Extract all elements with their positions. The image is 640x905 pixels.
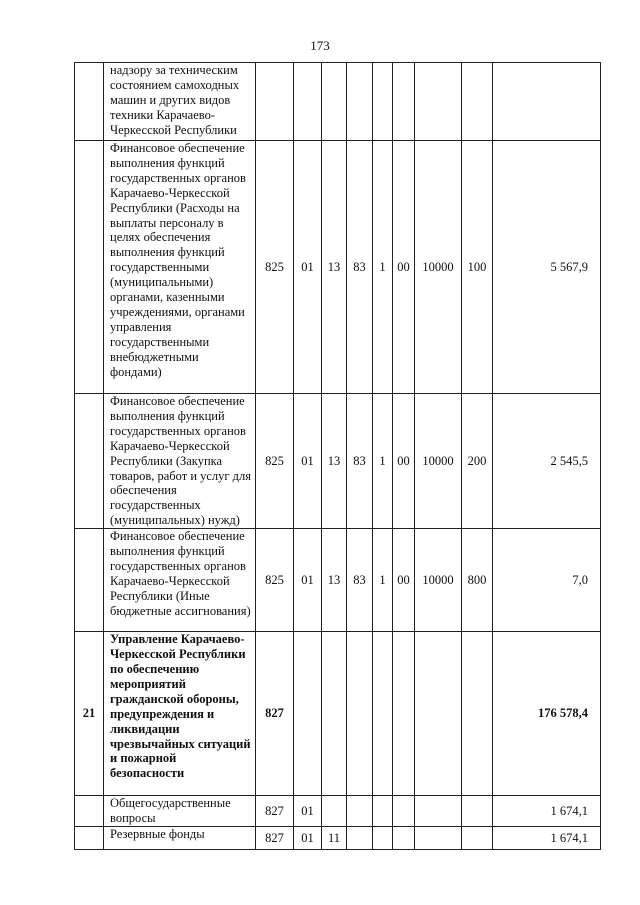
amount-cell: 176 578,4 bbox=[493, 632, 601, 796]
direction-code-cell bbox=[415, 632, 462, 796]
main-activity-code-cell bbox=[393, 796, 415, 827]
direction-code-cell bbox=[415, 796, 462, 827]
item-name-cell: Финансовое обеспечение выполнения функций государственных органов Карачаево-Черкесской Республики (Иные бюджетные ассигнования) bbox=[104, 529, 256, 632]
expense-type-cell bbox=[462, 796, 493, 827]
section-code-cell bbox=[294, 63, 322, 141]
subprogram-code-cell bbox=[373, 63, 393, 141]
main-activity-code-cell bbox=[393, 632, 415, 796]
amount-cell bbox=[493, 63, 601, 141]
subprogram-code-cell bbox=[373, 826, 393, 849]
program-code-cell bbox=[347, 632, 373, 796]
main-activity-code-cell: 00 bbox=[393, 394, 415, 529]
subprogram-code-cell bbox=[373, 632, 393, 796]
expense-type-cell bbox=[462, 826, 493, 849]
item-name-cell: Общегосударственные вопросы bbox=[104, 796, 256, 827]
subsection-code-cell bbox=[322, 796, 347, 827]
subsection-code-cell: 13 bbox=[322, 529, 347, 632]
ministry-code-cell: 825 bbox=[256, 394, 294, 529]
expense-type-cell bbox=[462, 632, 493, 796]
subprogram-code-cell: 1 bbox=[373, 141, 393, 394]
row-number-cell bbox=[75, 394, 104, 529]
direction-code-cell: 10000 bbox=[415, 394, 462, 529]
expense-type-cell bbox=[462, 63, 493, 141]
table-row bbox=[75, 63, 601, 141]
section-code-cell: 01 bbox=[294, 796, 322, 827]
ministry-code-cell: 827 bbox=[256, 632, 294, 796]
section-code-cell bbox=[294, 632, 322, 796]
main-activity-code-cell bbox=[393, 63, 415, 141]
program-code-cell: 83 bbox=[347, 141, 373, 394]
table-row bbox=[75, 632, 601, 796]
direction-code-cell bbox=[415, 63, 462, 141]
ministry-code-cell bbox=[256, 63, 294, 141]
row-number-cell bbox=[75, 141, 104, 394]
amount-cell: 2 545,5 bbox=[493, 394, 601, 529]
direction-code-cell bbox=[415, 826, 462, 849]
item-name-cell: надзору за техническим состоянием самоходных машин и других видов техники Карачаево-Черкесской Республики bbox=[104, 63, 256, 141]
item-name-cell: Финансовое обеспечение выполнения функций государственных органов Карачаево-Черкесской Республики (Расходы на выплаты персоналу в целях обеспечения выполнения функций государственными (муниципальными) органами, казенными учреждениями, органами управления государственными внебюджетными фондами) bbox=[104, 141, 256, 394]
item-name-cell: Управление Карачаево-Черкесской Республики по обеспечению мероприятий гражданской обороны, предупреждения и ликвидации чрезвычайных ситуаций и пожарной безопасности bbox=[104, 632, 256, 796]
section-code-cell: 01 bbox=[294, 529, 322, 632]
row-number-cell bbox=[75, 529, 104, 632]
main-activity-code-cell: 00 bbox=[393, 141, 415, 394]
subsection-code-cell: 13 bbox=[322, 394, 347, 529]
section-code-cell: 01 bbox=[294, 394, 322, 529]
subsection-code-cell bbox=[322, 63, 347, 141]
program-code-cell: 83 bbox=[347, 394, 373, 529]
ministry-code-cell: 827 bbox=[256, 826, 294, 849]
subsection-code-cell: 13 bbox=[322, 141, 347, 394]
table-row bbox=[75, 529, 601, 632]
program-code-cell bbox=[347, 826, 373, 849]
item-name-cell: Резервные фонды bbox=[104, 826, 256, 849]
subprogram-code-cell bbox=[373, 796, 393, 827]
ministry-code-cell: 825 bbox=[256, 141, 294, 394]
subsection-code-cell bbox=[322, 632, 347, 796]
expense-type-cell: 800 bbox=[462, 529, 493, 632]
amount-cell: 1 674,1 bbox=[493, 796, 601, 827]
budget-table bbox=[74, 62, 601, 850]
subprogram-code-cell: 1 bbox=[373, 394, 393, 529]
row-number-cell bbox=[75, 63, 104, 141]
ministry-code-cell: 827 bbox=[256, 796, 294, 827]
subprogram-code-cell: 1 bbox=[373, 529, 393, 632]
subsection-code-cell: 11 bbox=[322, 826, 347, 849]
direction-code-cell: 10000 bbox=[415, 141, 462, 394]
amount-cell: 7,0 bbox=[493, 529, 601, 632]
page-number: 173 bbox=[310, 38, 330, 53]
main-activity-code-cell: 00 bbox=[393, 529, 415, 632]
item-name-cell: Финансовое обеспечение выполнения функций государственных органов Карачаево-Черкесской Республики (Закупка товаров, работ и услуг для обеспечения государственных (муниципальных) нужд) bbox=[104, 394, 256, 529]
table-row bbox=[75, 826, 601, 849]
table-row bbox=[75, 141, 601, 394]
ministry-code-cell: 825 bbox=[256, 529, 294, 632]
amount-cell: 1 674,1 bbox=[493, 826, 601, 849]
main-activity-code-cell bbox=[393, 826, 415, 849]
section-code-cell: 01 bbox=[294, 141, 322, 394]
direction-code-cell: 10000 bbox=[415, 529, 462, 632]
expense-type-cell: 200 bbox=[462, 394, 493, 529]
amount-cell: 5 567,9 bbox=[493, 141, 601, 394]
program-code-cell bbox=[347, 796, 373, 827]
program-code-cell bbox=[347, 63, 373, 141]
section-code-cell: 01 bbox=[294, 826, 322, 849]
row-number-cell bbox=[75, 796, 104, 827]
table-row bbox=[75, 796, 601, 827]
program-code-cell: 83 bbox=[347, 529, 373, 632]
row-number-cell: 21 bbox=[75, 632, 104, 796]
expense-type-cell: 100 bbox=[462, 141, 493, 394]
row-number-cell bbox=[75, 826, 104, 849]
table-row bbox=[75, 394, 601, 529]
